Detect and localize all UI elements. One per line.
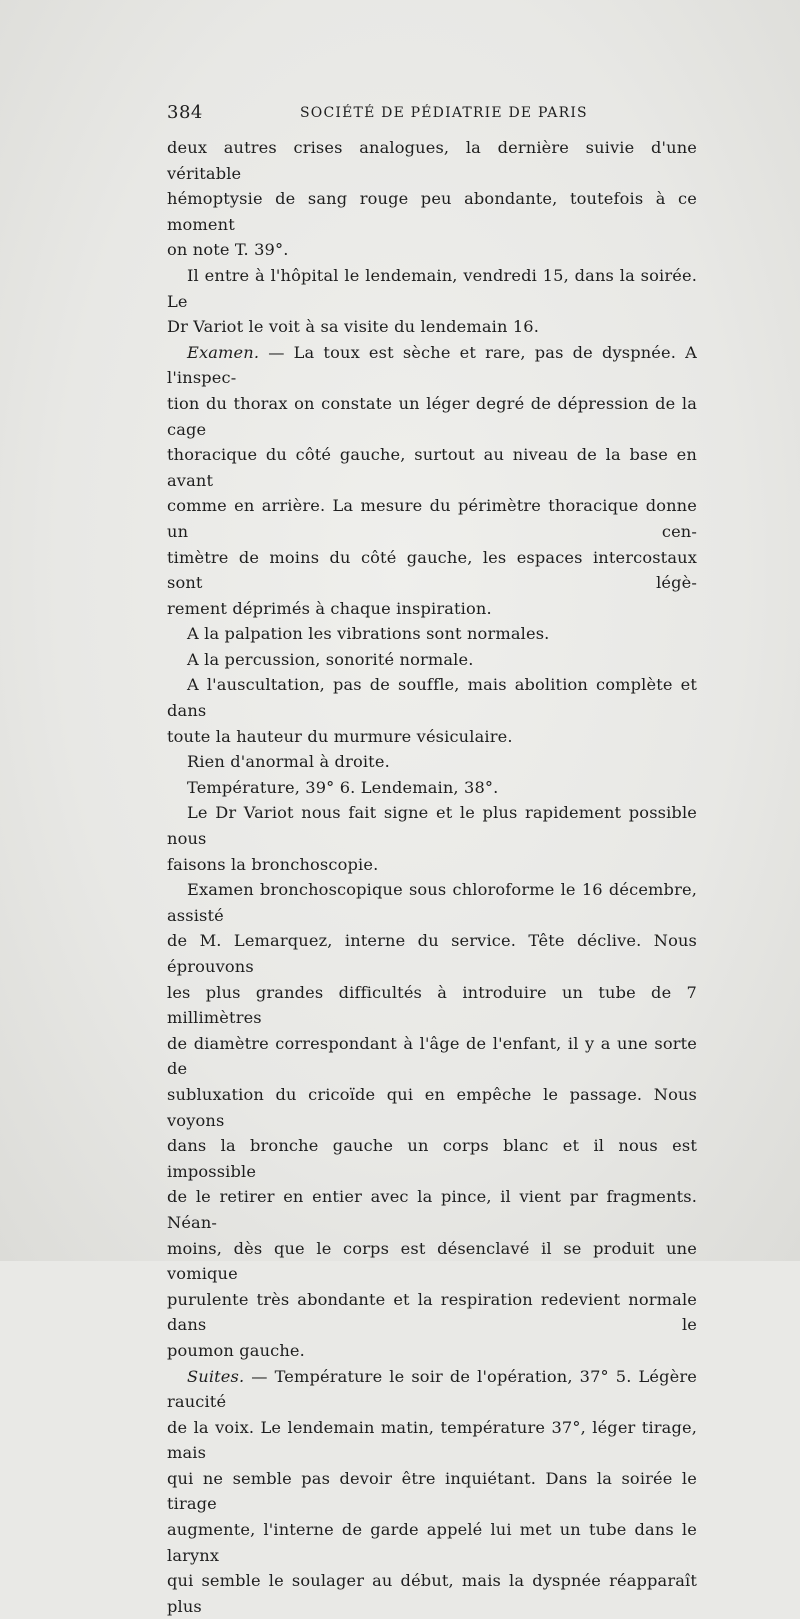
line-text: les plus grandes difficultés à introduire un tube de 7 millimètres [167, 982, 697, 1028]
line-text: dans la bronche gauche un corps blanc et il nous est impossible [167, 1136, 697, 1181]
text-line [167, 135, 697, 186]
section-lead: Suites. [187, 1366, 245, 1386]
line-text: de la voix. Le lendemain matin, température 37°, léger tirage, mais [167, 1417, 697, 1463]
text-line [167, 391, 697, 442]
line-text: A la palpation les vibrations sont normales. [187, 624, 550, 644]
line-text: — La toux est sèche et rare, pas de dyspnée. A l'inspec- [167, 342, 697, 388]
text-line [167, 672, 697, 723]
line-text: augmente, l'interne de garde appelé lui met un tube dans le larynx [167, 1520, 697, 1565]
line-text: Dr Variot le voit à sa visite du lendemain 16. [167, 317, 540, 337]
line-text: de M. Lemarquez, interne du service. Tête déclive. Nous éprouvons [167, 931, 697, 976]
line-text: tion du thorax on constate un léger degré de dépression de la cage [167, 393, 697, 439]
line-text: — Température le soir de l'opération, 37° 5. Légère raucité [167, 1366, 697, 1412]
text-line [167, 545, 697, 596]
line-text: deux autres crises analogues, la dernière suivie d'une véritable [167, 138, 697, 183]
line-text: de le retirer en entier avec la pince, il vient par fragments. Néan- [167, 1187, 697, 1232]
text-line [167, 596, 697, 622]
line-text: rement déprimés à chaque inspiration. [167, 598, 492, 618]
line-text: A la percussion, sonorité normale. [187, 649, 474, 669]
text-line [167, 775, 697, 801]
line-text: Température, 39° 6. Lendemain, 38°. [187, 777, 499, 797]
text-line [167, 1133, 697, 1184]
text-line [167, 1236, 697, 1287]
line-text: Il entre à l'hôpital le lendemain, vendredi 15, dans la soirée. Le [167, 265, 697, 311]
line-text: Le Dr Variot nous fait signe et le plus rapidement possible nous [167, 803, 697, 849]
line-text: moins, dès que le corps est désenclavé il se produit une vomique [167, 1238, 697, 1284]
line-text: qui ne semble pas devoir être inquiétant. Dans la soirée le tirage [167, 1468, 697, 1514]
text-line [167, 1517, 697, 1568]
line-text: qui semble le soulager au début, mais la dyspnée réapparaît plus [167, 1571, 697, 1616]
text-line [167, 314, 697, 340]
line-text: timètre de moins du côté gauche, les espaces intercostaux sont légè- [167, 547, 697, 593]
text-line [167, 1466, 697, 1517]
line-text: thoracique du côté gauche, surtout au niveau de la base en avant [167, 445, 697, 490]
body-text [167, 135, 697, 1619]
text-line [167, 493, 697, 544]
text-line [167, 1415, 697, 1466]
running-title: SOCIÉTÉ DE PÉDIATRIE DE PARIS [300, 105, 588, 121]
text-line [167, 724, 697, 750]
page-header [167, 102, 697, 128]
text-line [167, 852, 697, 878]
text-line [167, 647, 697, 673]
line-text: on note T. 39°. [167, 240, 289, 260]
text-line [167, 1568, 697, 1619]
line-text: subluxation du cricoïde qui en empêche le passage. Nous voyons [167, 1084, 697, 1130]
text-line [167, 186, 697, 237]
line-text: de diamètre correspondant à l'âge de l'enfant, il y a une sorte de [167, 1033, 697, 1079]
text-line [167, 1364, 697, 1415]
text-line [167, 263, 697, 314]
text-line [167, 877, 697, 928]
line-text: Rien d'anormal à droite. [187, 752, 390, 772]
line-text: comme en arrière. La mesure du périmètre thoracique donne un cen- [167, 496, 697, 541]
text-line [167, 1287, 697, 1338]
text-line [167, 1338, 697, 1364]
line-text: faisons la bronchoscopie. [167, 854, 379, 874]
section-lead: Examen. [187, 342, 260, 362]
text-line [167, 1031, 697, 1082]
line-text: A l'auscultation, pas de souffle, mais abolition complète et dans [167, 675, 697, 721]
line-text: toute la hauteur du murmure vésiculaire. [167, 726, 513, 746]
text-line [167, 980, 697, 1031]
page-number: 384 [167, 102, 203, 123]
text-line [167, 1184, 697, 1235]
text-line [167, 749, 697, 775]
text-line [167, 928, 697, 979]
line-text: Examen bronchoscopique sous chloroforme le 16 décembre, assisté [167, 880, 697, 925]
text-line [167, 1082, 697, 1133]
text-line [167, 340, 697, 391]
text-line [167, 800, 697, 851]
line-text: hémoptysie de sang rouge peu abondante, toutefois à ce moment [167, 189, 697, 234]
text-line [167, 621, 697, 647]
text-line [167, 237, 697, 263]
line-text: poumon gauche. [167, 1340, 305, 1360]
line-text: purulente très abondante et la respiration redevient normale dans le [167, 1289, 697, 1335]
text-line [167, 442, 697, 493]
